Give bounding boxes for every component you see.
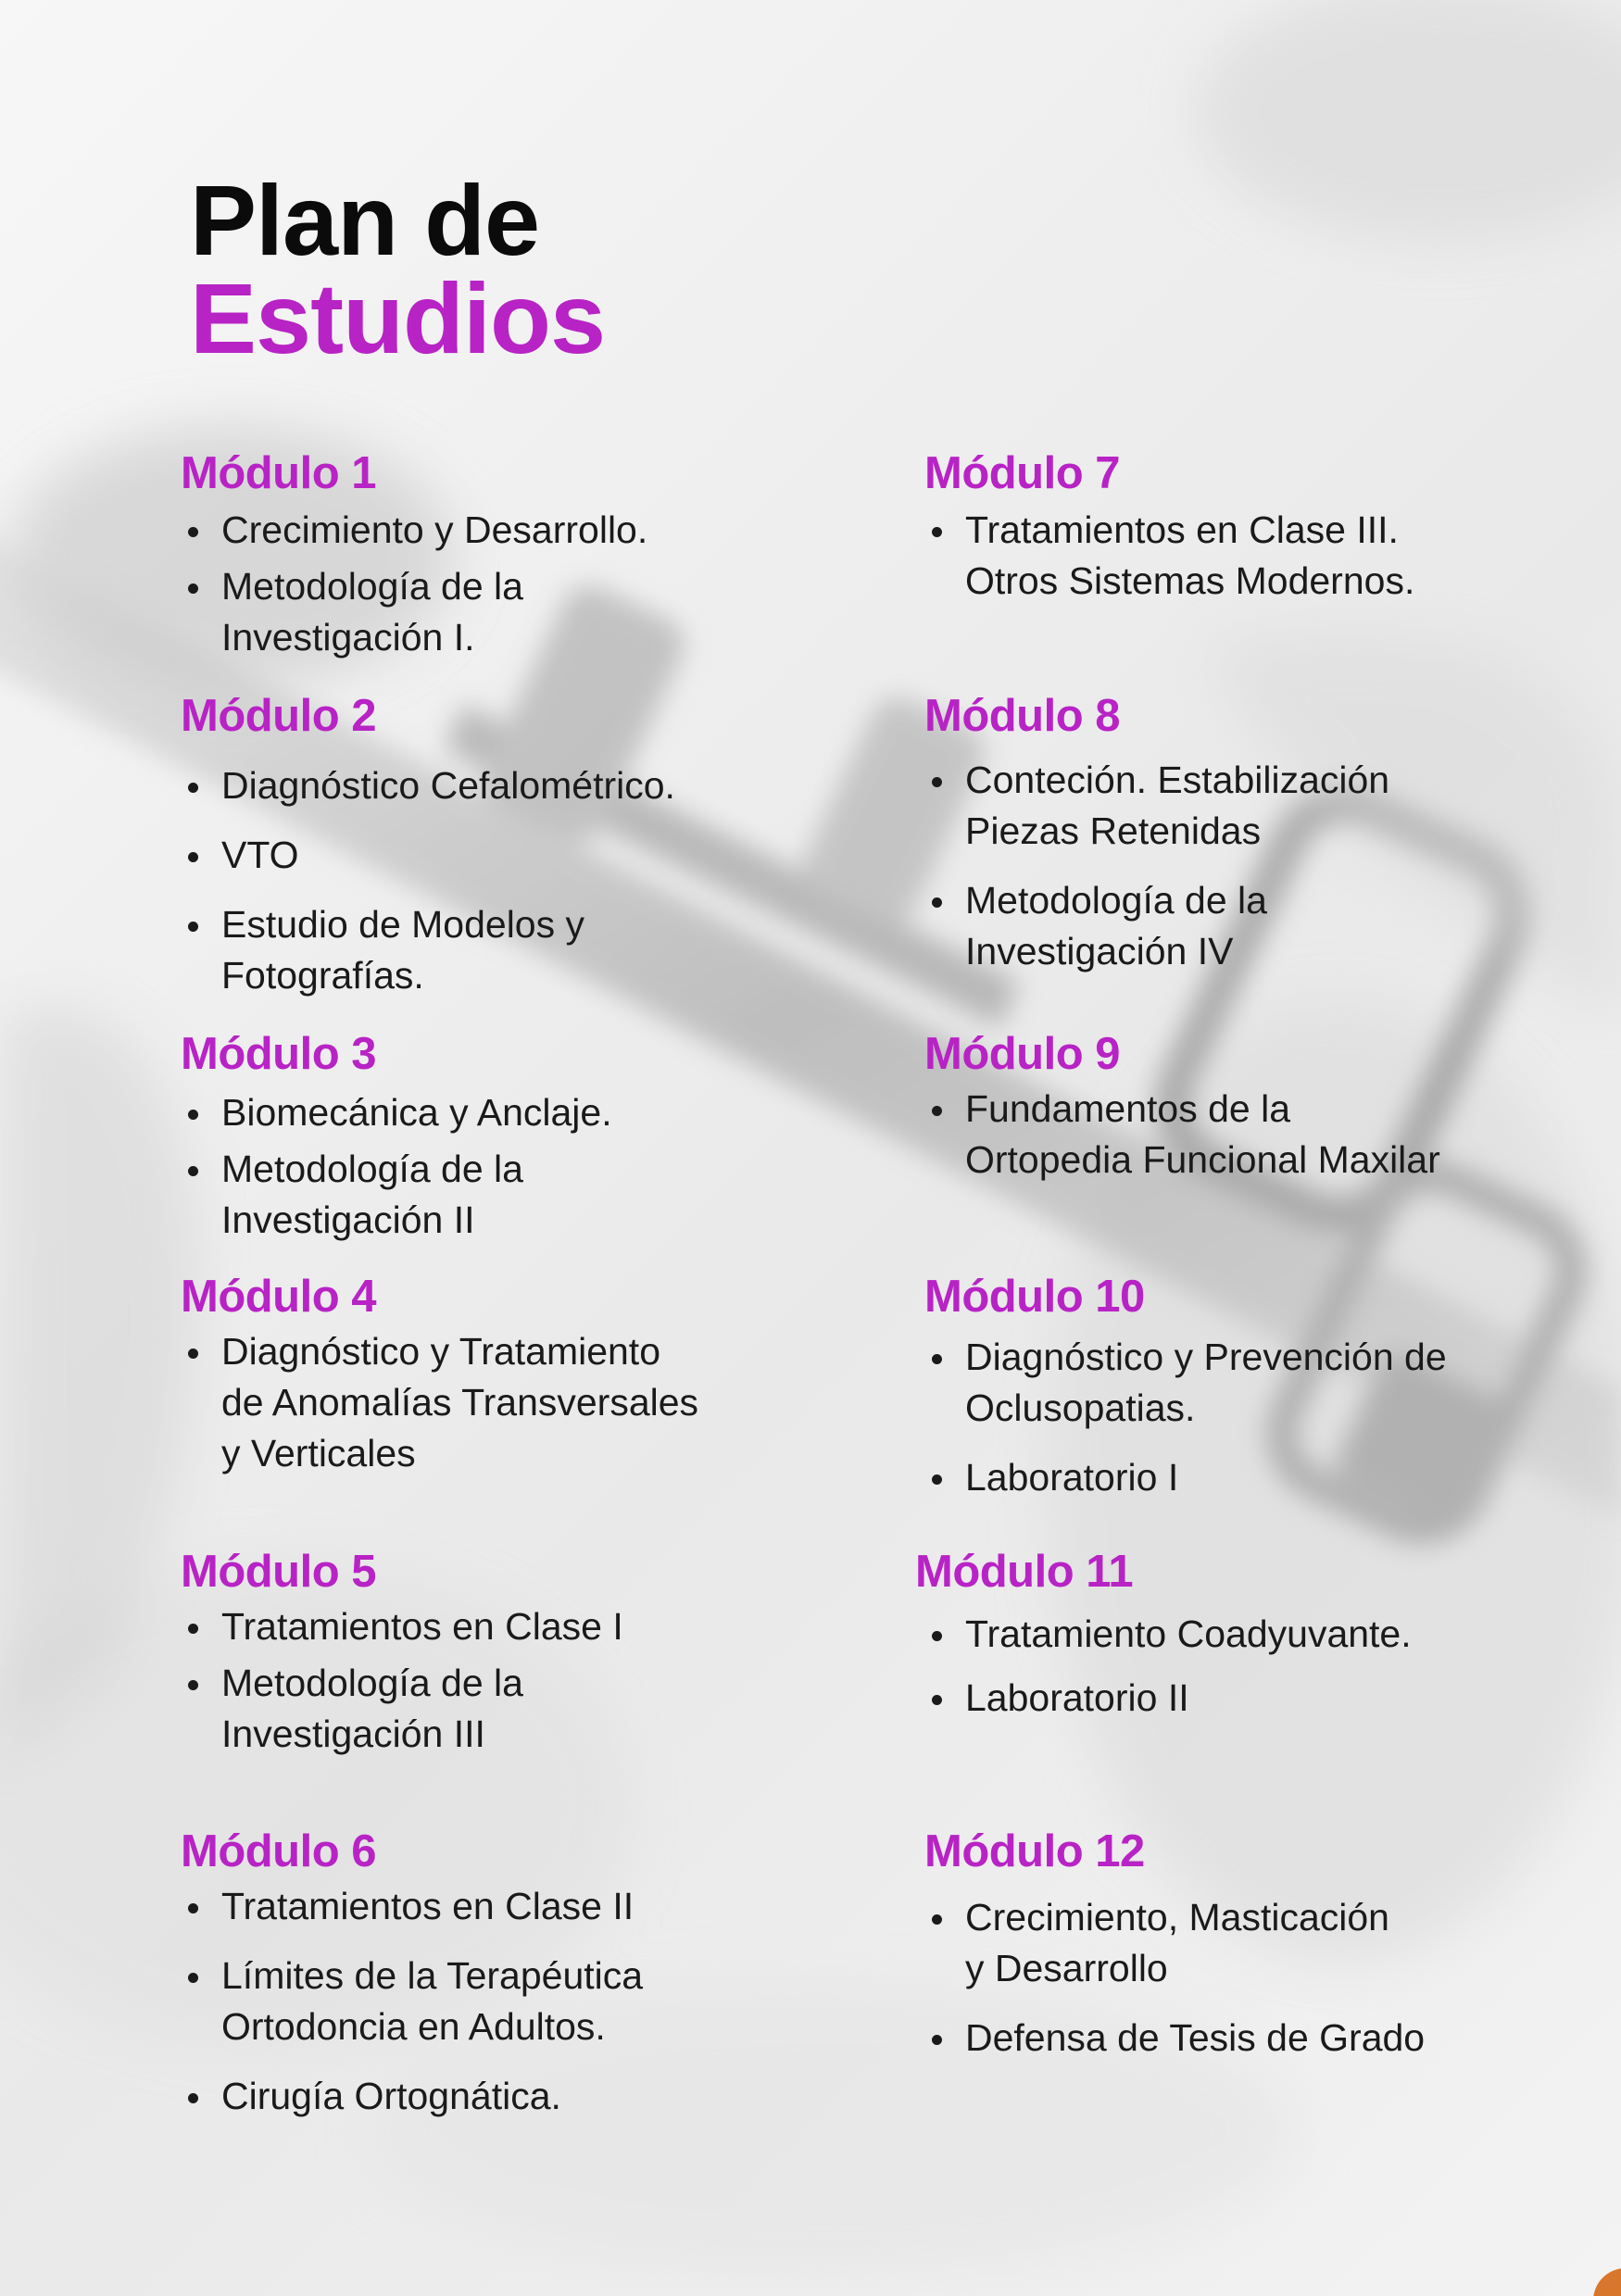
module-topic: Metodología de la Investigación I. <box>181 561 699 663</box>
module-title: Módulo 8 <box>924 691 1121 741</box>
module-topic: Metodología de la Investigación II <box>181 1144 699 1246</box>
module-topic: VTO <box>181 830 699 881</box>
module-10 <box>924 1269 1517 1503</box>
module-6 <box>181 1824 699 2122</box>
module-1 <box>181 445 699 663</box>
module-topic-list <box>924 1332 1517 1503</box>
module-2 <box>181 688 699 1001</box>
module-title: Módulo 11 <box>915 1547 1134 1597</box>
page-title-line2: Estudios <box>190 262 606 374</box>
module-11 <box>915 1544 1508 1724</box>
module-title: Módulo 6 <box>181 1826 377 1876</box>
module-title: Módulo 5 <box>181 1547 377 1597</box>
module-title: Módulo 9 <box>924 1029 1121 1079</box>
module-topic: Laboratorio II <box>924 1673 1508 1724</box>
module-topic: Biomecánica y Anclaje. <box>181 1087 699 1138</box>
module-3 <box>181 1026 699 1246</box>
module-title: Módulo 12 <box>924 1826 1145 1876</box>
module-title: Módulo 1 <box>181 448 377 498</box>
module-topic: Metodología de la Investigación III <box>181 1658 699 1760</box>
module-topic: Crecimiento, Masticación y Desarrollo <box>924 1892 1517 1994</box>
module-title: Módulo 7 <box>924 448 1121 498</box>
module-topic: Metodología de la Investigación IV <box>924 875 1517 977</box>
module-topic: Tratamientos en Clase II <box>181 1881 699 1932</box>
module-topic-list <box>181 760 699 1001</box>
page-title-line1: Plan de <box>190 164 540 276</box>
module-topic: Defensa de Tesis de Grado <box>924 2013 1517 2064</box>
module-topic-list <box>924 1609 1508 1724</box>
module-title: Módulo 3 <box>181 1029 377 1079</box>
module-topic-list <box>181 1881 699 2122</box>
module-topic-list <box>924 505 1517 607</box>
module-12 <box>924 1824 1517 2064</box>
module-topic: Tratamiento Coadyuvante. <box>924 1609 1508 1660</box>
module-title: Módulo 2 <box>181 691 377 741</box>
page-title <box>190 164 606 374</box>
module-topic: Tratamientos en Clase I <box>181 1601 699 1652</box>
module-topic: Diagnóstico Cefalométrico. <box>181 760 699 811</box>
module-9 <box>924 1026 1517 1186</box>
module-topic: Laboratorio I <box>924 1452 1517 1503</box>
module-topic-list <box>181 1087 699 1246</box>
module-topic: Crecimiento y Desarrollo. <box>181 505 699 556</box>
module-8 <box>924 688 1517 977</box>
module-topic-list <box>924 1892 1517 2064</box>
module-topic: Fundamentos de la Ortopedia Funcional Maxilar <box>924 1084 1517 1186</box>
module-topic: Diagnóstico y Prevención de Oclusopatias. <box>924 1332 1517 1434</box>
module-topic-list <box>924 1084 1517 1186</box>
module-topic-list <box>924 755 1517 977</box>
module-topic: Estudio de Modelos y Fotografías. <box>181 899 699 1001</box>
module-topic-list <box>181 1601 699 1760</box>
module-7 <box>924 445 1517 607</box>
module-title: Módulo 10 <box>924 1272 1145 1322</box>
module-topic: Tratamientos en Clase III. Otros Sistemas Modernos. <box>924 505 1517 607</box>
module-4 <box>181 1269 699 1479</box>
module-topic: Diagnóstico y Tratamiento de Anomalías Transversales y Verticales <box>181 1326 699 1479</box>
module-topic-list <box>181 1326 699 1479</box>
module-title: Módulo 4 <box>181 1272 377 1322</box>
module-topic-list <box>181 505 699 663</box>
module-topic: Límites de la Terapéutica Ortodoncia en Adultos. <box>181 1951 699 2052</box>
module-topic: Cirugía Ortognática. <box>181 2071 699 2122</box>
module-topic: Conteción. Estabilización Piezas Retenidas <box>924 755 1517 857</box>
module-5 <box>181 1544 699 1760</box>
